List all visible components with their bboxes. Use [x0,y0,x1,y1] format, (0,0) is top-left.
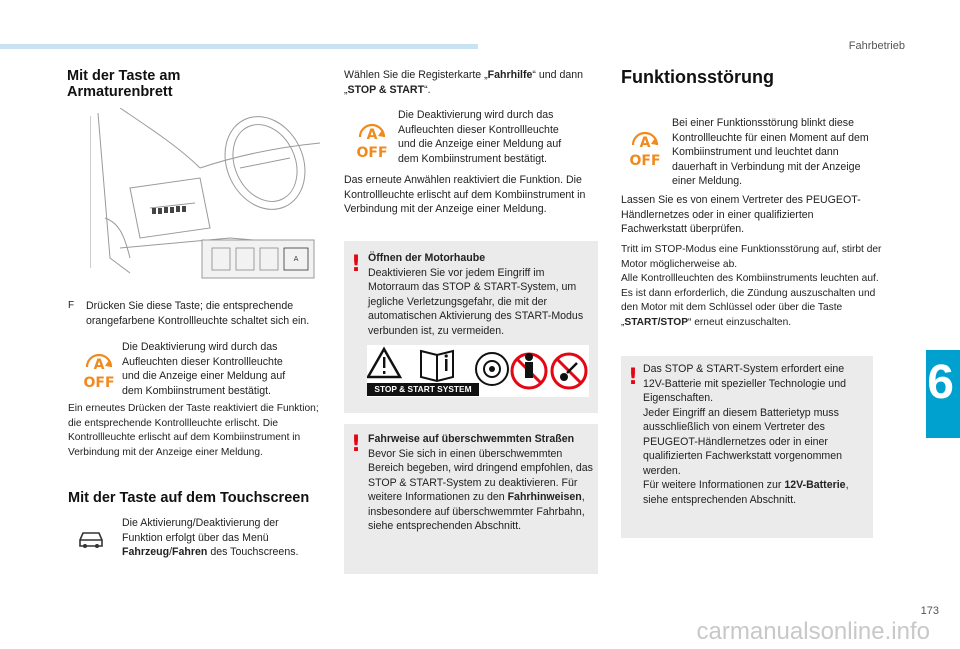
heading-touchscreen: Mit der Taste auf dem Touchscreen [68,490,310,506]
battery-text-2: Jeder Eingriff an diesem Batterietyp muss ausschließlich von einem Vertreter des PEUGEOT-Händlernetzes oder in einer qualifizierten Fachwerkstatt vorgenommen werden. [643,406,843,477]
warning-icon: ! [351,432,362,457]
svg-text:OFF: OFF [629,153,661,169]
malfunction-description: Bei einer Funktionsstörung blinkt diese Kontrollleuchte für einen Moment auf dem Kombiinstrument und leuchtet dann dauerhaft in Verbindung mit der Anzeige einer Meldung. [672,117,869,187]
svg-text:OFF: OFF [356,145,388,161]
left-off-description: Die Deaktivierung wird durch das Aufleuchten dieser Kontrollleuchte und die Anzeige einer Meldung auf dem Kombiinstrument bestätigt. [122,341,286,397]
svg-text:A: A [639,135,651,151]
page-number: 173 [920,605,939,617]
bullet-item [68,299,330,328]
chapter-number: 6 [927,356,954,409]
ignition-text: Es ist dann erforderlich, die Zündung auszuschalten und den Motor mit dem Schlüssel oder über die Taste „START/STOP“ erneut einzuschalten. [621,287,876,328]
heading-malfunction: Funktionsstörung [621,67,774,87]
auto-off-icon-label: OFF [83,375,115,391]
note-flooded-content [368,432,594,534]
note-flooded-text: Bevor Sie sich in einen überschwemmten Bereich begeben, wird dringend empfohlen, das STOP & START-System zu deaktivieren. Für weitere Informationen zu den Fahrhinweisen, insbesondere auf überschwemmter Fahrbahn, siehe entsprechenden Abschnitt. [368,447,593,532]
warning-icon: ! [628,365,639,390]
car-icon [76,528,106,555]
svg-text:A: A [366,127,378,143]
note-hood-title: Öffnen der Motorhaube [368,252,486,264]
auto-off-icon [79,347,119,391]
section-title: Fahrbetrieb [848,40,905,52]
middle-intro: Wählen Sie die Registerkarte „Fahrhilfe“ und dann „STOP & START“. [344,69,584,96]
stop-start-label [367,345,589,397]
battery-text-1: Das STOP & START-System erfordert eine 12V-Batterie mit spezieller Technologie und Eigenschaften. [643,363,846,404]
dashboard-illustration [90,108,320,283]
dealer-check-text: Lassen Sie es von einem Vertreter des PEUGEOT-Händlernetzes oder in einer qualifizierten Fachwerkstatt überprüfen. [621,194,861,235]
watermark: carmanualsonline.info [696,618,930,645]
header-accent-bar [0,44,478,49]
bullet-marker: F [68,300,75,311]
stop-mode-text: Tritt im STOP-Modus eine Funktionsstörung auf, stirbt der Motor möglicherweise ab. [621,244,882,270]
note-hood-text: Deaktivieren Sie vor jedem Eingriff im Motorraum das STOP & START-System, um jegliche Verletzungsgefahr, die mit der automatischen Aktivierung des START-Modus verbunden ist, zu vermeiden. [368,266,584,337]
middle-reactivate-text: Das erneute Anwählen reaktiviert die Funktion. Die Kontrollleuchte erlischt auf dem Kombiinstrument in Verbindung mit der Anzeige einer Meldung. [344,174,586,215]
left-reactivate-text: Ein erneutes Drücken der Taste reaktiviert die Funktion; die entsprechende Kontrollleuchte erlischt. Die Kontrollleuchte erlischt auf dem Kombiinstrument in Verbindung mit der Anzeige einer Meldung. [68,403,319,458]
svg-text:A: A [293,255,299,263]
stop-start-sticker-text: STOP & START SYSTEM [367,383,479,396]
stop-mode-malfunction [621,243,883,330]
middle-off-description: Die Deaktivierung wird durch das Aufleuchten dieser Kontrollleuchte und die Anzeige einer Meldung auf dem Kombiinstrument bestätigt. [398,109,562,165]
all-lights-text: Alle Kontrollleuchten des Kombiinstruments leuchten auf. [621,273,879,284]
warning-icon: ! [351,252,362,277]
battery-text-3: Für weitere Informationen zur 12V-Batterie, siehe entsprechenden Abschnitt. [643,479,849,506]
note-flooded-title: Fahrweise auf überschwemmten Straßen [368,433,575,445]
auto-off-icon-letter: A [93,357,105,373]
heading-dashboard-button: Mit der Taste am Armaturenbrett [67,68,181,100]
note-battery-content [643,362,868,507]
touchscreen-text: Die Aktivierung/Deaktivierung der Funktion erfolgt über das Menü Fahrzeug/Fahren des Touchscreens. [122,517,299,558]
note-hood-content [368,251,590,338]
auto-off-icon [352,117,392,161]
bullet-text: Drücken Sie diese Taste; die entsprechende orangefarbene Kontrollleuchte schaltet sich ein. [86,300,310,327]
auto-off-icon [625,125,665,169]
